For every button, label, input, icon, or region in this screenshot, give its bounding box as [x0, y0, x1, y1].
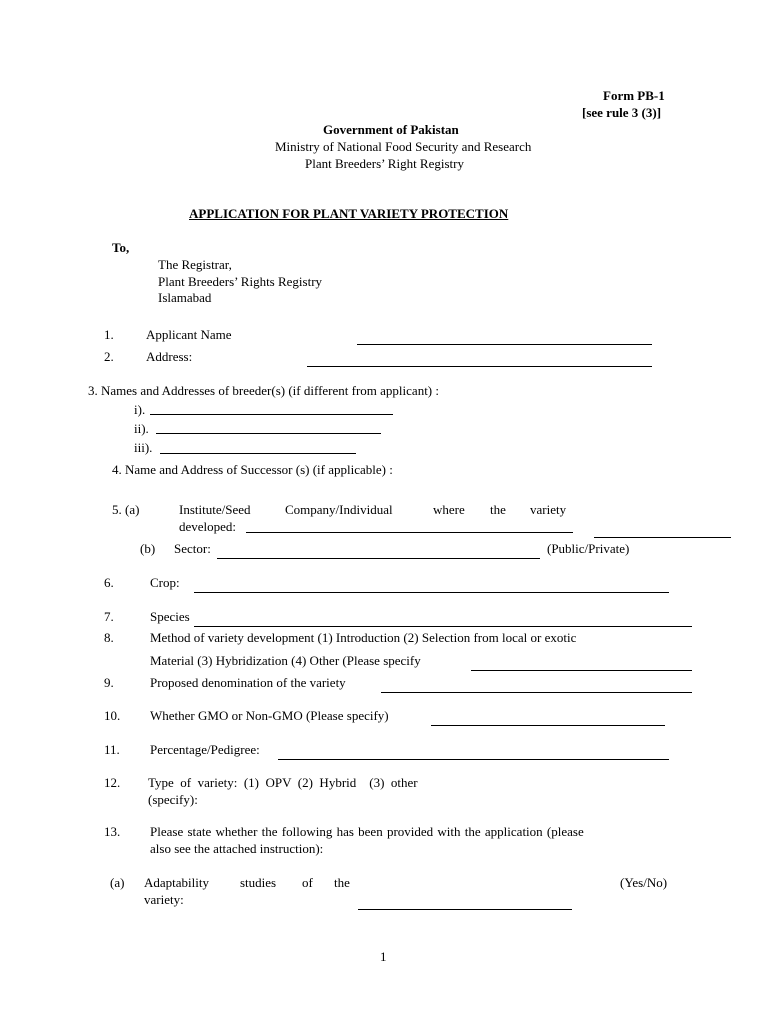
institute-word-3: where — [433, 502, 465, 517]
please-state-label: Please state whether the following has been provided with the application (please — [150, 824, 584, 839]
item-number-12: 12. — [104, 775, 121, 790]
developed-label: developed: — [179, 519, 237, 534]
addressee-line-3: Islamabad — [158, 290, 212, 305]
item-number-2: 2. — [104, 349, 114, 364]
institute-word-1: Institute/Seed — [179, 502, 251, 517]
sector-label: Sector: — [174, 541, 211, 556]
breeder-iii-field[interactable] — [160, 453, 356, 454]
item-number-8: 8. — [104, 630, 114, 645]
institute-word-2: Company/Individual — [285, 502, 393, 517]
institute-field[interactable] — [246, 532, 573, 533]
pedigree-label: Percentage/Pedigree: — [150, 742, 260, 757]
adaptability-word-3: of — [302, 875, 313, 890]
applicant-name-field[interactable] — [357, 344, 652, 345]
ministry-heading: Ministry of National Food Security and Research — [275, 139, 532, 154]
breeders-label: 3. Names and Addresses of breeder(s) (if different from applicant) : — [88, 383, 439, 398]
breeder-i-field[interactable] — [150, 414, 393, 415]
item-number-9: 9. — [104, 675, 114, 690]
page-number: 1 — [380, 949, 387, 964]
item-number-6: 6. — [104, 575, 114, 590]
address-label: Address: — [146, 349, 193, 364]
rule-reference: [see rule 3 (3)] — [582, 105, 662, 120]
addressee-line-2: Plant Breeders’ Rights Registry — [158, 274, 323, 289]
denomination-label: Proposed denomination of the variety — [150, 675, 346, 690]
addressee-line-1: The Registrar, — [158, 257, 232, 272]
form-code: Form PB-1 — [603, 88, 665, 103]
please-state-label-2: also see the attached instruction): — [150, 841, 324, 856]
page-title: APPLICATION FOR PLANT VARIETY PROTECTION — [189, 206, 509, 221]
government-heading: Government of Pakistan — [323, 122, 459, 137]
method-label: Method of variety development (1) Introduction (2) Selection from local or exotic — [150, 630, 577, 645]
crop-field[interactable] — [194, 592, 669, 593]
adaptability-a-label: (a) — [110, 875, 125, 890]
sector-field[interactable] — [217, 558, 540, 559]
method-label-2: Material (3) Hybridization (4) Other (Please specify — [150, 653, 421, 668]
item-number-13: 13. — [104, 824, 121, 839]
type-variety-label: Type of variety: (1) OPV (2) Hybrid (3) other — [148, 775, 418, 790]
denomination-field[interactable] — [381, 692, 692, 693]
breeder-ii-field[interactable] — [156, 433, 381, 434]
gmo-label: Whether GMO or Non-GMO (Please specify) — [150, 708, 389, 723]
breeder-iii-label: iii). — [134, 440, 153, 455]
institute-word-5: variety — [530, 502, 567, 517]
item-number-1: 1. — [104, 327, 114, 342]
method-other-field[interactable] — [471, 670, 692, 671]
adaptability-variety-label: variety: — [144, 892, 184, 907]
institute-extra-field[interactable] — [594, 537, 731, 538]
adaptability-word-2: studies — [240, 875, 277, 890]
species-label: Species — [150, 609, 190, 624]
type-specify-label: (specify): — [148, 792, 198, 807]
applicant-name-label: Applicant Name — [146, 327, 232, 342]
sector-b-label: (b) — [140, 541, 156, 556]
item-number-5a: 5. (a) — [112, 502, 140, 517]
address-field[interactable] — [307, 366, 652, 367]
institute-word-4: the — [490, 502, 506, 517]
species-field[interactable] — [194, 626, 692, 627]
public-private-label: (Public/Private) — [547, 541, 630, 556]
adaptability-word-1: Adaptability — [144, 875, 209, 890]
registry-heading: Plant Breeders’ Right Registry — [305, 156, 464, 171]
successor-label: 4. Name and Address of Successor (s) (if applicable) : — [112, 462, 393, 477]
gmo-field[interactable] — [431, 725, 665, 726]
yes-no-label: (Yes/No) — [620, 875, 668, 890]
pedigree-field[interactable] — [278, 759, 669, 760]
breeder-ii-label: ii). — [134, 421, 149, 436]
crop-label: Crop: — [150, 575, 180, 590]
breeder-i-label: i). — [134, 402, 146, 417]
item-number-11: 11. — [104, 742, 120, 757]
adaptability-word-4: the — [334, 875, 350, 890]
to-label: To, — [112, 240, 130, 255]
item-number-7: 7. — [104, 609, 114, 624]
item-number-10: 10. — [104, 708, 121, 723]
adaptability-field[interactable] — [358, 909, 572, 910]
